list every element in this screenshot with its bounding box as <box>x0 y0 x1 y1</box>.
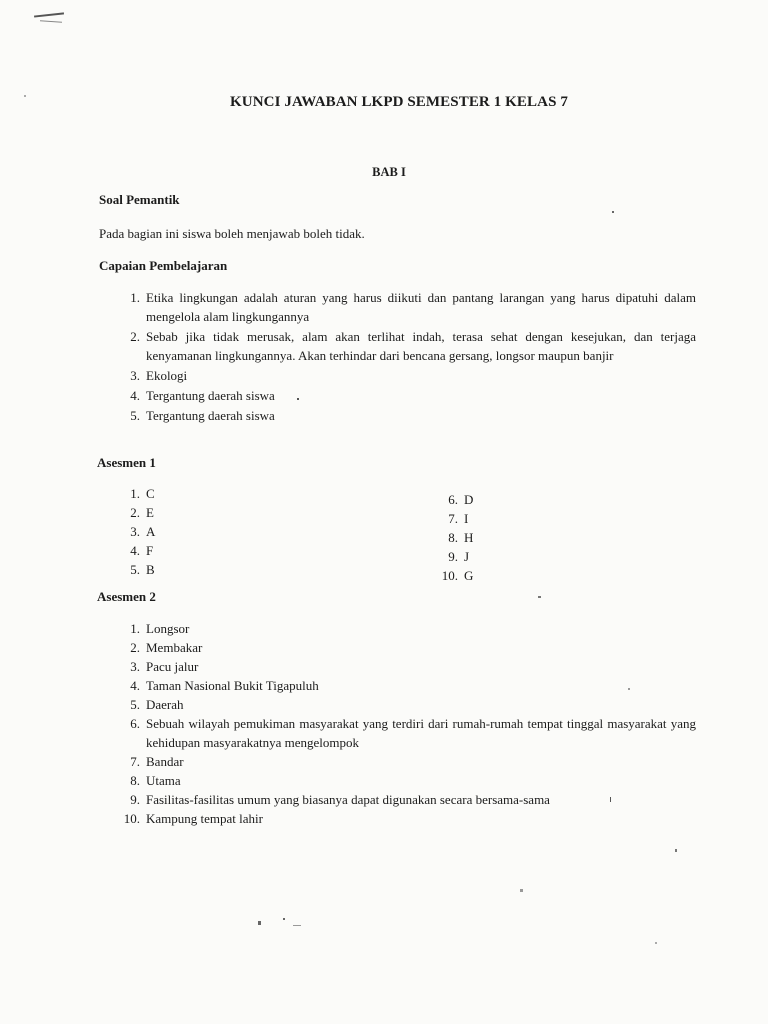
list-item <box>122 809 696 828</box>
item-number: 10. <box>441 568 458 583</box>
list-item <box>122 790 696 809</box>
item-text: Tergantung daerah siswa <box>146 408 275 423</box>
item-text: C <box>146 486 155 501</box>
item-number: 7. <box>448 511 458 526</box>
list-item <box>122 560 242 579</box>
list-item <box>440 490 560 509</box>
list-item <box>440 528 560 547</box>
item-number: 1. <box>130 486 140 501</box>
scan-mark <box>258 921 261 925</box>
scan-mark <box>538 596 541 598</box>
item-text: Fasilitas-fasilitas umum yang biasanya dapat digunakan secara bersama-sama <box>146 792 550 807</box>
scan-mark <box>34 12 64 17</box>
list-item <box>440 509 560 528</box>
scan-mark <box>283 918 285 920</box>
item-number: 4. <box>130 388 140 403</box>
item-number: 8. <box>448 530 458 545</box>
item-text: Tergantung daerah siswa <box>146 388 275 403</box>
list-item <box>122 771 696 790</box>
item-text: Longsor <box>146 621 190 636</box>
list-item <box>122 484 242 503</box>
item-text: Sebuah wilayah pemukiman masyarakat yang terdiri dari rumah-rumah tempat tinggal masyarakat yang kehidupan masyarakatnya mengelompok <box>146 716 696 750</box>
item-text: Membakar <box>146 640 203 655</box>
scan-mark <box>655 942 657 944</box>
item-number: 3. <box>130 659 140 674</box>
list-item <box>122 714 696 752</box>
item-text: F <box>146 543 154 558</box>
item-number: 5. <box>130 562 140 577</box>
item-number: 2. <box>130 505 140 520</box>
scan-mark <box>293 925 301 926</box>
item-text: Pacu jalur <box>146 659 199 674</box>
list-item <box>122 638 696 657</box>
list-item <box>440 547 560 566</box>
item-text: D <box>464 492 474 507</box>
item-number: 4. <box>130 543 140 558</box>
soal-pemantik-text: Pada bagian ini siswa boleh menjawab boleh tidak. <box>99 226 365 241</box>
list-item <box>122 288 696 326</box>
list-item <box>122 386 696 405</box>
asesmen2-heading: Asesmen 2 <box>97 589 156 604</box>
capaian-list <box>122 288 696 426</box>
item-text: Taman Nasional Bukit Tigapuluh <box>146 678 319 693</box>
chapter-heading: BAB I <box>372 165 406 179</box>
list-item <box>440 566 560 585</box>
list-item <box>122 406 696 425</box>
item-number: 8. <box>130 773 140 788</box>
scan-mark <box>612 211 614 213</box>
item-text: Sebab jika tidak merusak, alam akan terlihat indah, terasa sehat dengan kesejukan, dan terjaga kenyamanan lingkungannya. Akan terhindar dari bencana gersang, longsor maupun banjir <box>146 329 696 363</box>
item-number: 6. <box>448 492 458 507</box>
item-number: 7. <box>130 754 140 769</box>
item-text: J <box>464 549 470 564</box>
item-number: 2. <box>130 640 140 655</box>
list-item <box>122 327 696 365</box>
item-number: 4. <box>130 678 140 693</box>
list-item <box>122 752 696 771</box>
item-text: Utama <box>146 773 181 788</box>
item-text: Daerah <box>146 697 184 712</box>
list-item <box>122 657 696 676</box>
document-title: KUNCI JAWABAN LKPD SEMESTER 1 KELAS 7 <box>230 94 568 110</box>
item-number: 6. <box>130 716 140 731</box>
item-number: 9. <box>448 549 458 564</box>
scan-mark <box>675 849 677 852</box>
item-number: 9. <box>130 792 140 807</box>
item-text: Kampung tempat lahir <box>146 811 263 826</box>
item-text: B <box>146 562 155 577</box>
list-item <box>122 541 242 560</box>
item-number: 3. <box>130 524 140 539</box>
item-text: Ekologi <box>146 368 188 383</box>
item-number: 1. <box>130 621 140 636</box>
item-number: 1. <box>130 290 140 305</box>
item-text: E <box>146 505 154 520</box>
item-number: 3. <box>130 368 140 383</box>
scan-mark <box>40 20 62 23</box>
item-number: 10. <box>123 811 140 826</box>
item-number: 5. <box>130 408 140 423</box>
list-item <box>122 619 696 638</box>
item-text: Etika lingkungan adalah aturan yang harus diikuti dan pantang larangan yang harus dipatuhi dalam mengelola alam lingkungannya <box>146 290 696 324</box>
item-text: H <box>464 530 474 545</box>
item-text: I <box>464 511 469 526</box>
list-item <box>122 522 242 541</box>
item-text: G <box>464 568 474 583</box>
item-number: 5. <box>130 697 140 712</box>
item-number: 2. <box>130 329 140 344</box>
asesmen1-heading: Asesmen 1 <box>97 455 156 470</box>
soal-pemantik-heading: Soal Pemantik <box>99 192 180 207</box>
scan-mark <box>520 889 523 892</box>
asesmen1-list-left <box>122 484 242 579</box>
asesmen2-list <box>122 619 696 828</box>
item-text: Bandar <box>146 754 184 769</box>
list-item <box>122 695 696 714</box>
list-item <box>122 676 696 695</box>
list-item <box>122 366 696 385</box>
asesmen1-list-right <box>440 490 560 585</box>
item-text: A <box>146 524 156 539</box>
capaian-heading: Capaian Pembelajaran <box>99 258 228 273</box>
list-item <box>122 503 242 522</box>
